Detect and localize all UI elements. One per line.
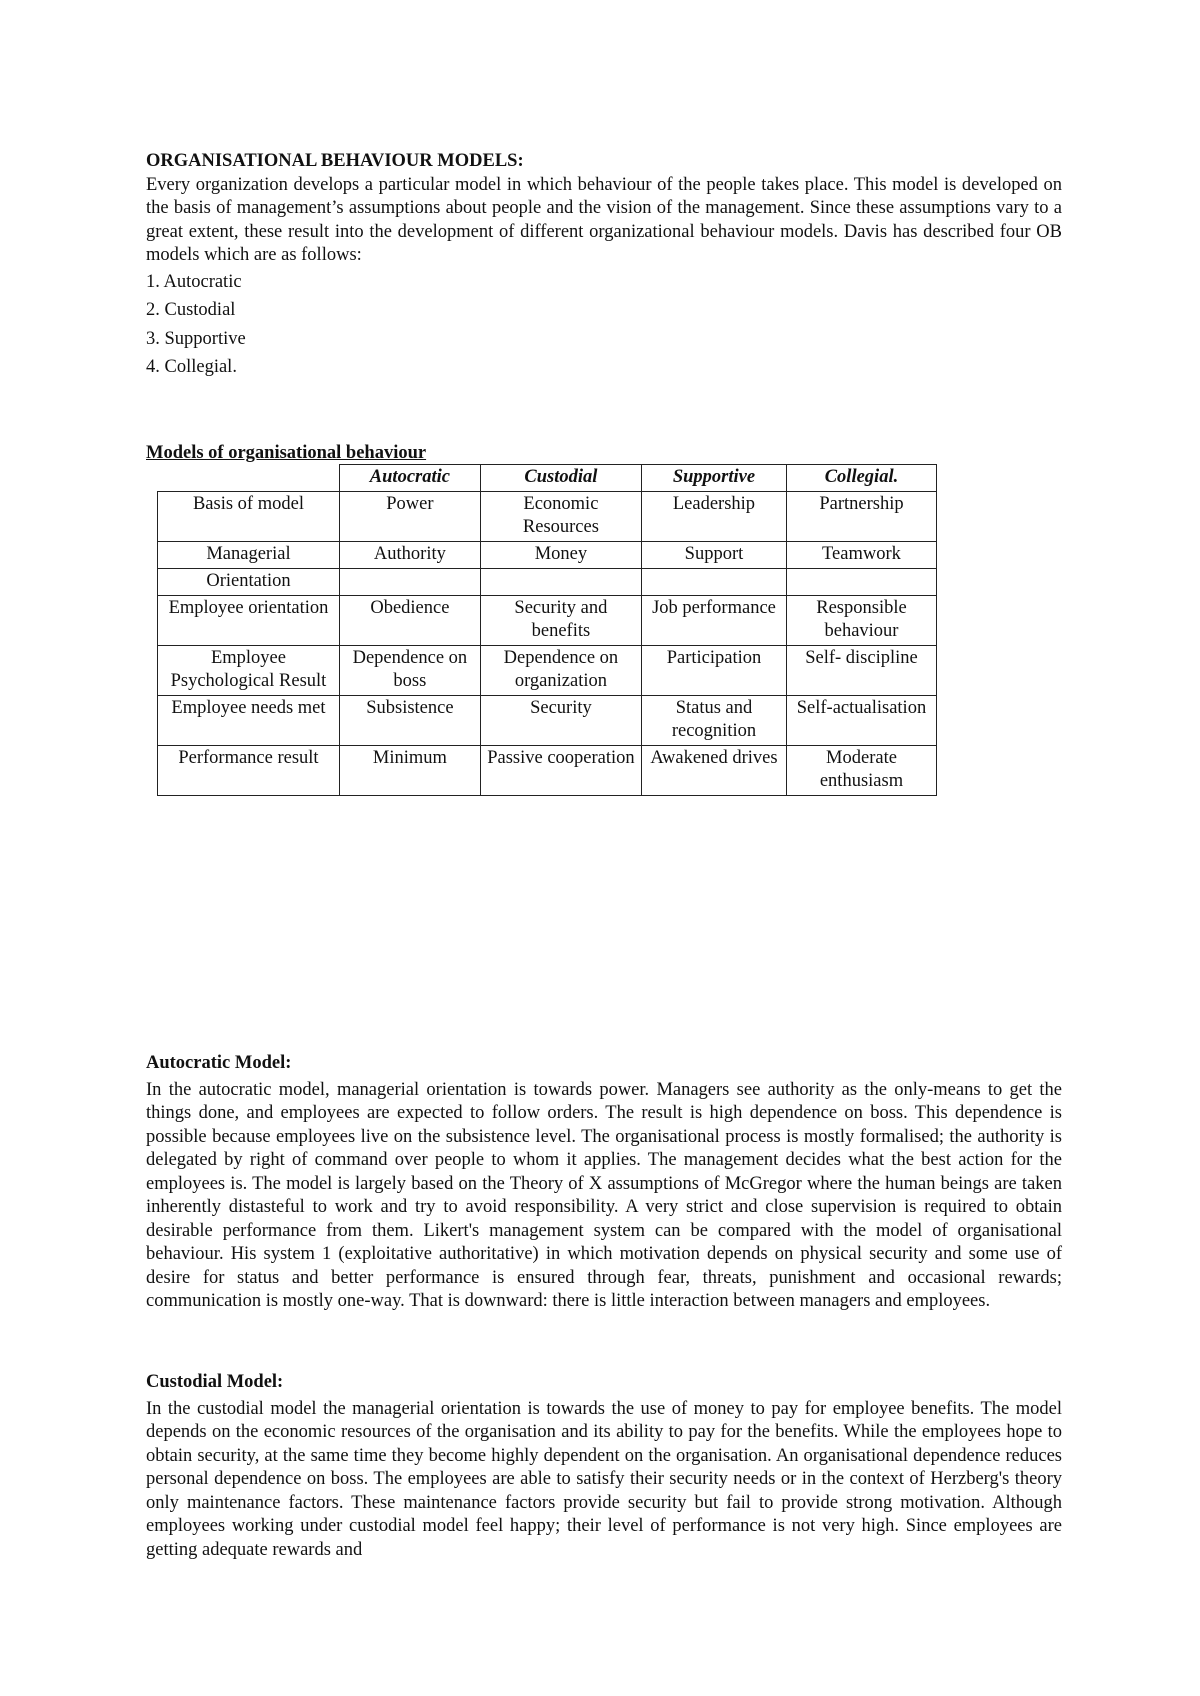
table-cell <box>339 568 480 595</box>
table-row <box>158 568 937 595</box>
table-cell: Employee Psychological Result <box>158 645 340 695</box>
table-cell: Partnership <box>786 491 936 541</box>
table-header-row <box>158 464 937 491</box>
table-cell: Economic Resources <box>480 491 641 541</box>
list-item: 4. Collegial. <box>146 357 237 377</box>
table-row <box>158 695 937 745</box>
table-cell: Self-actualisation <box>786 695 936 745</box>
table-cell: Security <box>480 695 641 745</box>
table-cell: Support <box>642 541 787 568</box>
list-item: 1. Autocratic <box>146 271 242 292</box>
list-item: 2. Custodial <box>146 300 236 320</box>
table-cell: Self- discipline <box>786 645 936 695</box>
table-header-cell: Collegial. <box>786 464 936 491</box>
table-cell: Minimum <box>339 745 480 795</box>
intro-section <box>146 150 1062 796</box>
table-cell <box>480 568 641 595</box>
list-item: 3. Supportive <box>146 328 246 349</box>
table-cell: Obedience <box>339 595 480 645</box>
table-row <box>158 595 937 645</box>
table-cell <box>786 568 936 595</box>
table-cell: Job performance <box>642 595 787 645</box>
table-cell <box>642 568 787 595</box>
table-row <box>158 645 937 695</box>
section-heading: Custodial Model: <box>146 1372 284 1392</box>
table-cell: Participation <box>642 645 787 695</box>
table-header-cell: Autocratic <box>339 464 480 491</box>
table-row <box>158 491 937 541</box>
table-cell: Leadership <box>642 491 787 541</box>
table-row <box>158 745 937 795</box>
table-cell: Security and benefits <box>480 595 641 645</box>
table-cell: Subsistence <box>339 695 480 745</box>
table-cell: Basis of model <box>158 491 340 541</box>
table-header-cell: Supportive <box>642 464 787 491</box>
section-paragraph: In the custodial model the managerial orientation is towards the use of money to pay for employee benefits. The model depends on the economic resources of the organisation and its ability to pay for the benefits. While the employees hope to obtain security, at the same time they become highly dependent on the organisation. An organisational dependence reduces personal dependence on boss. The employees are able to satisfy their security needs or in the context of Herzberg's theory only maintenance factors. These maintenance factors provide security but fail to provide strong motivation. Although employees working under custodial model feel happy; their level of performance is not very high. Since employees are getting adequate rewards and <box>146 1398 1062 1560</box>
section-heading: Autocratic Model: <box>146 1053 292 1073</box>
section-paragraph: In the autocratic model, managerial orientation is towards power. Managers see authority as the only-means to get the things done, and employees are expected to follow orders. The result is high dependence on boss. This dependence is possible because employees live on the subsistence level. The organisational process is mostly formalised; the authority is delegated by right of command over people to whom it applies. The management decides what the best action for the employees is. The model is largely based on the Theory of X assumptions of McGregor where the human beings are taken inherently distasteful to work and try to avoid responsibility. A very strict and close supervision is required to obtain desirable performance from them. Likert's management system can be compared with the model of organisational behaviour. His system 1 (exploitative authoritative) in which motivation depends on physical security and some use of desire for status and better performance is ensured through fear, threats, punishment and occasional rewards; communication is mostly one-way. That is downward: there is little interaction between managers and employees. <box>146 1079 1062 1311</box>
table-header-cell: Custodial <box>480 464 641 491</box>
table-cell: Status and recognition <box>642 695 787 745</box>
table-cell: Money <box>480 541 641 568</box>
table-cell: Dependence on organization <box>480 645 641 695</box>
table-title: Models of organisational behaviour <box>146 442 427 463</box>
custodial-section <box>146 1371 1062 1562</box>
table-cell: Dependence on boss <box>339 645 480 695</box>
table-header-cell <box>158 464 340 491</box>
table-cell: Responsible behaviour <box>786 595 936 645</box>
table-cell: Employee needs met <box>158 695 340 745</box>
page-title: ORGANISATIONAL BEHAVIOUR MODELS: <box>146 151 524 171</box>
table-row <box>158 541 937 568</box>
models-list <box>146 268 1062 382</box>
autocratic-section <box>146 1052 1062 1314</box>
table-cell: Employee orientation <box>158 595 340 645</box>
table-cell: Power <box>339 491 480 541</box>
table-cell: Awakened drives <box>642 745 787 795</box>
models-table <box>157 464 937 796</box>
table-cell: Authority <box>339 541 480 568</box>
table-cell: Orientation <box>158 568 340 595</box>
table-cell: Managerial <box>158 541 340 568</box>
table-cell: Moderate enthusiasm <box>786 745 936 795</box>
intro-paragraph: Every organization develops a particular model in which behaviour of the people takes place. This model is developed on the basis of management’s assumptions about people and the vision of the management. Since these assumptions vary to a great extent, these result into the development of different organizational behaviour models. Davis has described four OB models which are as follows: <box>146 174 1062 265</box>
table-cell: Teamwork <box>786 541 936 568</box>
table-cell: Passive cooperation <box>480 745 641 795</box>
table-cell: Performance result <box>158 745 340 795</box>
